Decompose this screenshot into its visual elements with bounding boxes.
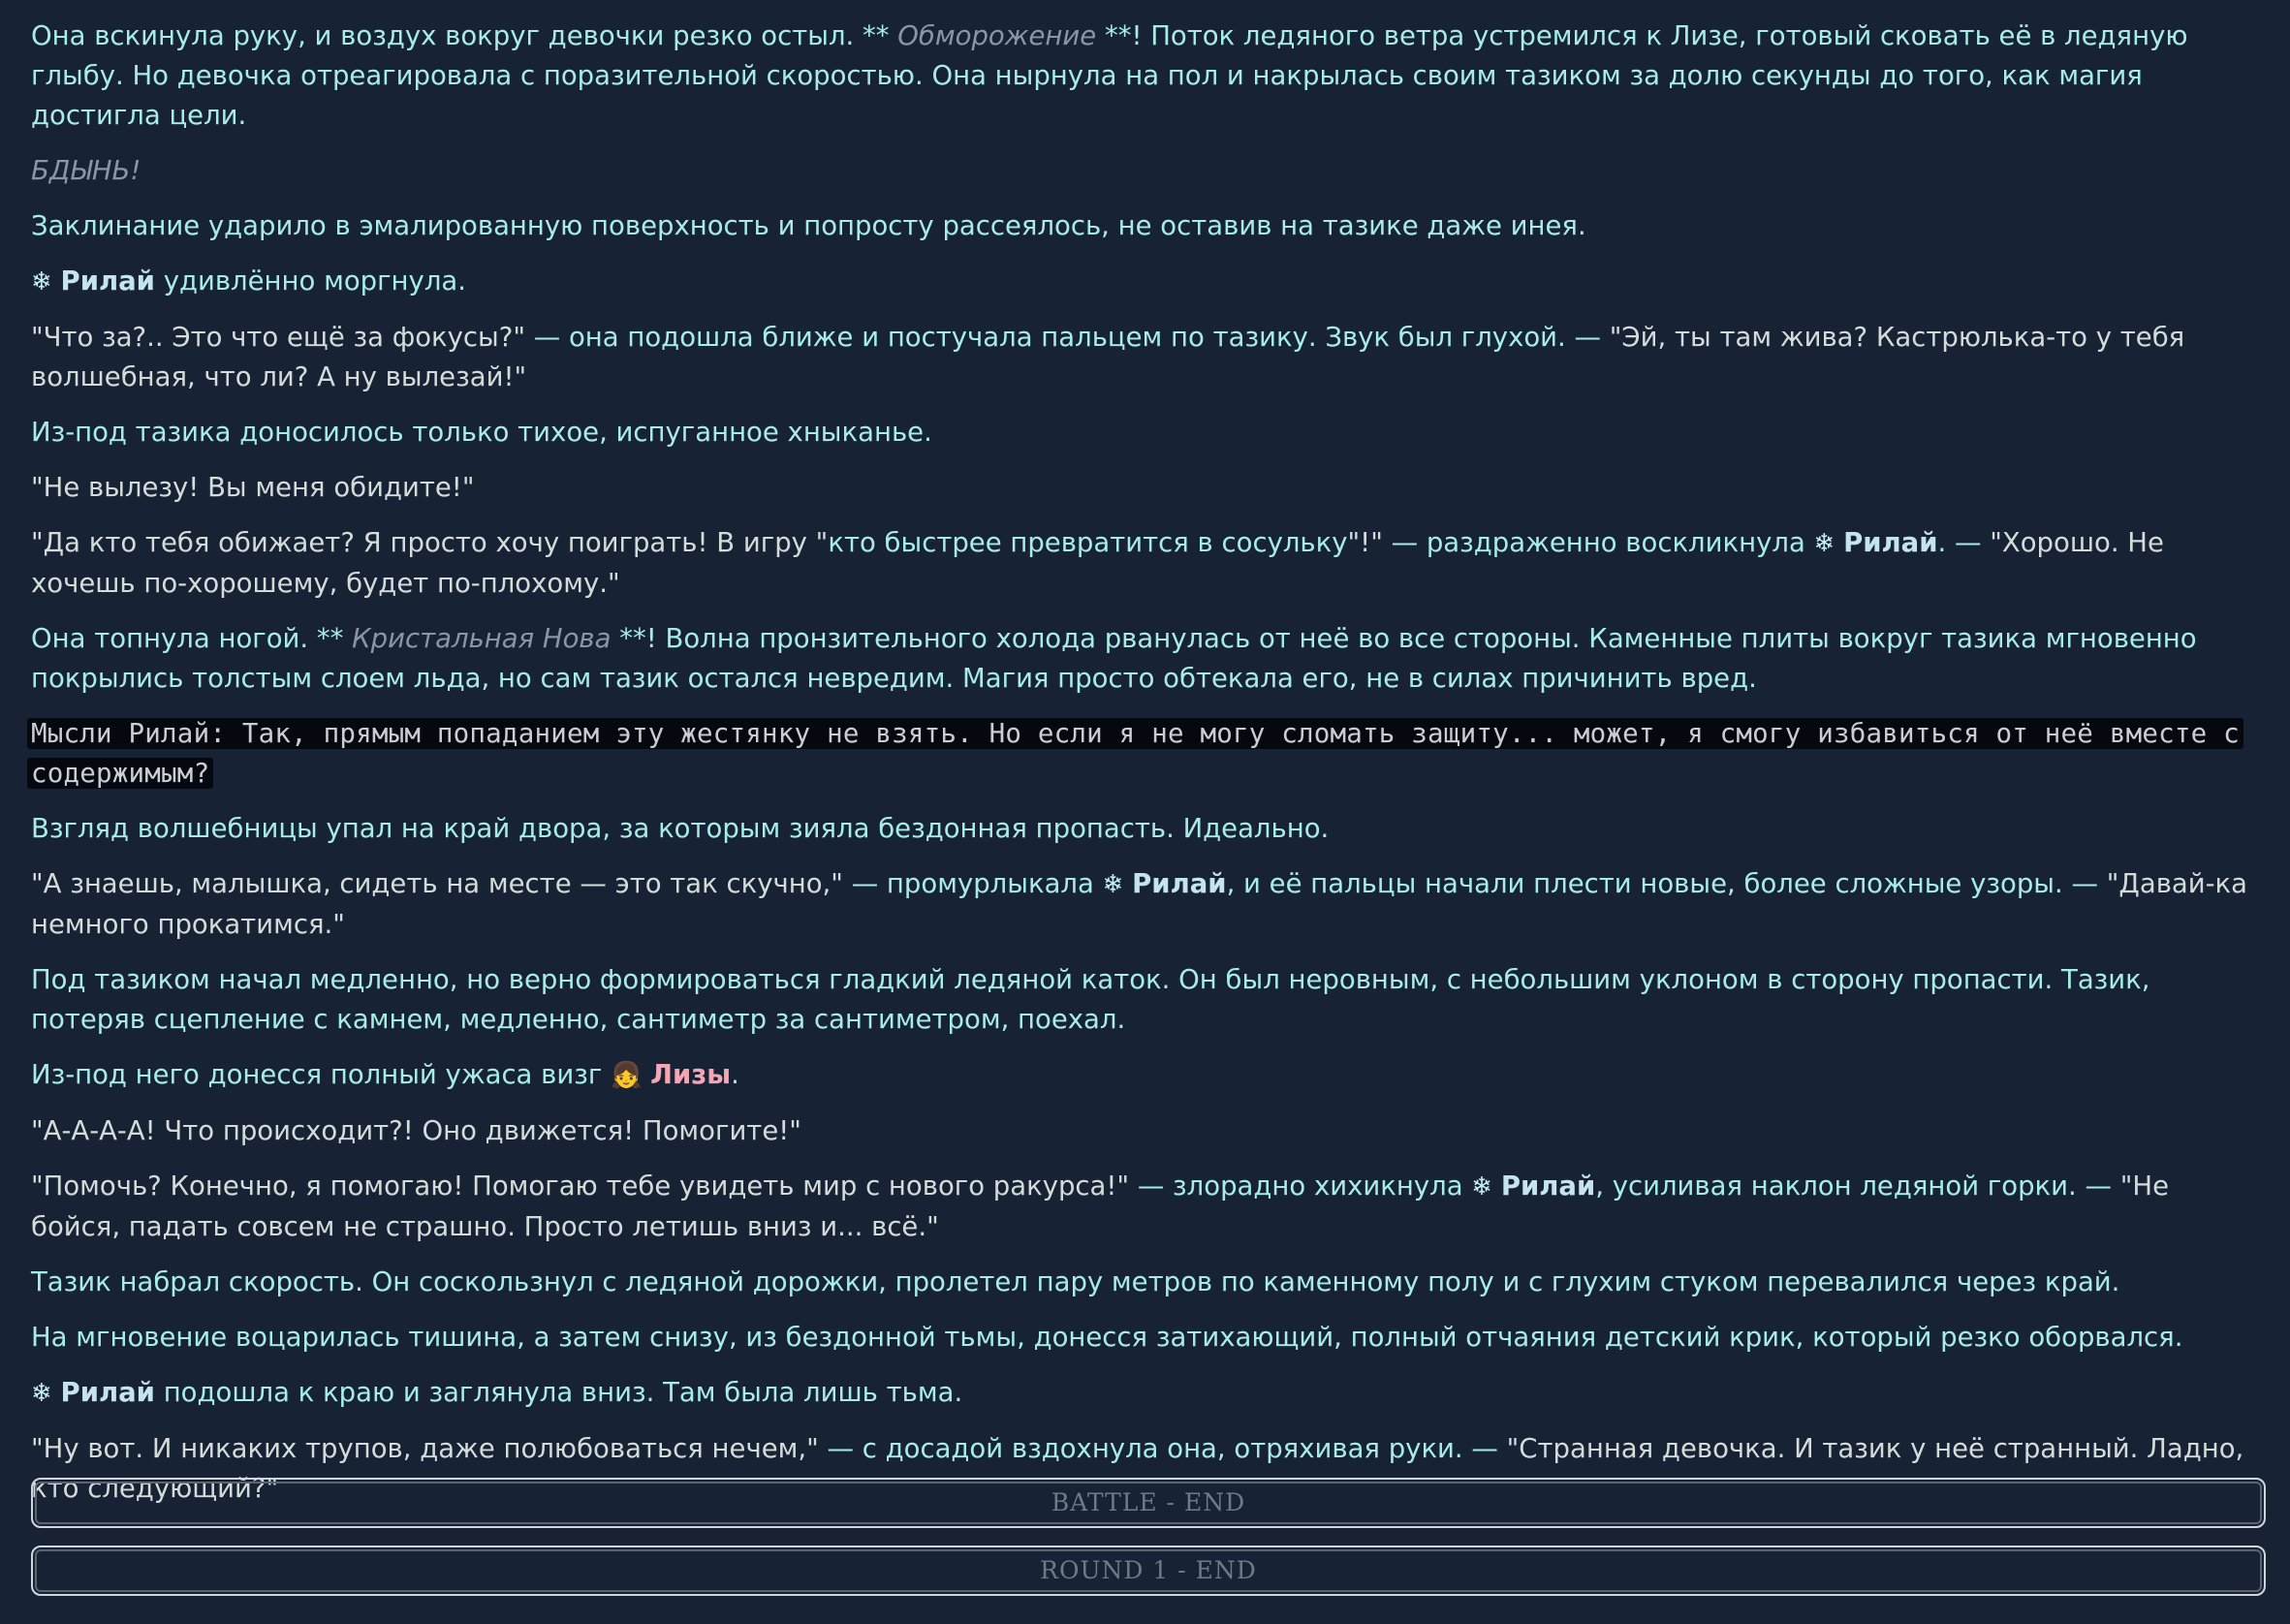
- narration: — злорадно хихикнула: [1129, 1171, 1472, 1202]
- dialogue: "А-А-А-А! Что происходит?! Оно движется! Помогите!": [31, 1115, 801, 1146]
- narration: Она топнула ногой. **: [31, 623, 353, 654]
- narration: — промурлыкала: [842, 868, 1103, 899]
- character-name-rilai: Рилай: [60, 265, 155, 297]
- story-paragraph: [31, 206, 2263, 246]
- snowflake-icon: ❄: [1102, 870, 1124, 899]
- dialogue: "Давай-ка немного прокатимся.": [31, 868, 2248, 940]
- narration: . —: [1937, 527, 1991, 558]
- narration: Тазик набрал скорость. Он соскользнул с ледяной дорожки, пролетел пару метров по каменному полу и с глухим стуком перевалился через край.: [31, 1266, 2120, 1297]
- narration: , усиливая наклон ледяной горки. —: [1595, 1171, 2120, 1202]
- dialogue: "Эй, ты там жива? Кастрюлька-то у тебя волшебная, что ли? А ну вылезай!": [31, 322, 2185, 392]
- dialogue: "Не бойся, падать совсем не страшно. Просто летишь вниз и... всё.": [31, 1171, 2169, 1242]
- story-paragraph: [31, 262, 2263, 302]
- dialogue: "А знаешь, малышка, сидеть на месте — это так скучно,": [31, 868, 843, 899]
- battle-end-divider: BATTLE - END: [31, 1478, 2266, 1528]
- snowflake-icon: ❄: [1471, 1172, 1493, 1202]
- chat-log: [31, 0, 2263, 1524]
- sound-effect: БДЫНЬ!: [31, 155, 141, 186]
- story-paragraph: [31, 1167, 2263, 1247]
- character-name-rilai: Рилай: [1500, 1171, 1596, 1202]
- narration: На мгновение воцарилась тишина, а затем снизу, из бездонной тьмы, донесся затихающий, полный отчаяния детский крик, который резко оборвался.: [31, 1322, 2183, 1353]
- narration: Из-под него донесся полный ужаса визг: [31, 1059, 612, 1090]
- story-paragraph: [31, 318, 2263, 397]
- dialogue: "Хорошо. Не хочешь по-хорошему, будет по-плохому.": [31, 527, 2164, 599]
- character-name-rilai: Рилай: [60, 1377, 155, 1408]
- narration: **! Волна пронзительного холода рванулась от неё во все стороны. Каменные плиты вокруг тазика мгновенно покрылись толстым слоем льда, но сам тазик остался невредим. Магия просто обтекала его, не в силах причинить вред.: [31, 623, 2197, 694]
- dialogue: "Помочь? Конечно, я помогаю! Помогаю тебе увидеть мир с нового ракурса!": [31, 1171, 1130, 1202]
- snowflake-icon: ❄: [31, 267, 52, 297]
- story-paragraph: [31, 16, 2263, 136]
- story-paragraph: [31, 1111, 2263, 1151]
- narration: — она подошла ближе и постучала пальцем по тазику. Звук был глухой. —: [525, 322, 1610, 353]
- character-name-rilai: Рилай: [1843, 527, 1938, 558]
- dialogue: "Да кто тебя обижает? Я просто хочу поиграть! В игру ": [31, 527, 829, 558]
- dialogue: "!": [1347, 527, 1383, 558]
- story-paragraph: [31, 0, 2263, 1]
- spell-name: Кристальная Нова: [352, 623, 612, 654]
- thought-block: Мысли Рилай: Так, прямым попаданием эту жестянку не взять. Но если я не могу сломать защиту... может, я смогу избавиться от неё вместе с содержимым?: [27, 718, 2243, 789]
- narration: — раздраженно воскликнула: [1382, 527, 1814, 558]
- dialogue: "Ну вот. И никаких трупов, даже полюбоваться нечем,": [31, 1433, 819, 1464]
- story-paragraph: [31, 714, 2263, 794]
- story-paragraph: [31, 864, 2263, 945]
- story-paragraph: [31, 960, 2263, 1040]
- narration: кто быстрее превратится в сосульку: [828, 527, 1348, 558]
- dialogue: "Не вылезу! Вы меня обидите!": [31, 472, 475, 503]
- story-paragraph: [31, 468, 2263, 508]
- round-end-divider: ROUND 1 - END: [31, 1546, 2266, 1596]
- narration: удивлённо моргнула.: [154, 265, 466, 297]
- dialogue: "Что за?.. Это что ещё за фокусы?": [31, 322, 525, 353]
- dialogue: "Странная девочка. И тазик у неё странный. Ладно, кто следующий?": [31, 1433, 2244, 1504]
- story-paragraph: [31, 1263, 2263, 1302]
- story-paragraph: [31, 1373, 2263, 1414]
- narration: — с досадой вздохнула она, отряхивая руки. —: [818, 1433, 1507, 1464]
- narration: Заклинание ударило в эмалированную поверхность и попросту рассеялось, не оставив на тазике даже инея.: [31, 210, 1586, 241]
- character-name-rilai: Рилай: [1132, 868, 1227, 899]
- narration: Из-под тазика доносилось только тихое, испуганное хныканье.: [31, 417, 932, 448]
- narration: подошла к краю и заглянула вниз. Там была лишь тьма.: [154, 1377, 963, 1408]
- snowflake-icon: ❄: [31, 1379, 52, 1408]
- character-name-liza: Лизы: [650, 1059, 732, 1090]
- snowflake-icon: ❄: [1813, 529, 1835, 558]
- story-paragraph: [31, 619, 2263, 699]
- narration: Она вскинула руку, и воздух вокруг девочки резко остыл. **: [31, 20, 898, 51]
- narration: Под тазиком начал медленно, но верно формироваться гладкий ледяной каток. Он был неровным, с небольшим уклоном в сторону пропасти. Тазик, потеряв сцепление с камнем, медленно, сантиметр за сантиметром, поехал.: [31, 964, 2150, 1035]
- story-paragraph: [31, 523, 2263, 604]
- story-paragraph: [31, 1055, 2263, 1096]
- girl-icon: 👧: [611, 1061, 643, 1090]
- narration: **! Поток ледяного ветра устремился к Лизе, готовый сковать её в ледяную глыбу. Но девочка отреагировала с поразительной скоростью. Она нырнула на пол и накрылась своим тазиком за долю секунды до того, как магия достигла цели.: [31, 20, 2188, 131]
- story-paragraph: [31, 1318, 2263, 1358]
- narration: .: [731, 1059, 739, 1090]
- narration: , и её пальцы начали плести новые, более сложные узоры. —: [1226, 868, 2107, 899]
- story-paragraph: [31, 151, 2263, 191]
- story-paragraph: [31, 809, 2263, 849]
- spell-name: Обморожение: [897, 20, 1097, 51]
- story-paragraph: [31, 413, 2263, 453]
- narration: Взгляд волшебницы упал на край двора, за которым зияла бездонная пропасть. Идеально.: [31, 813, 1330, 844]
